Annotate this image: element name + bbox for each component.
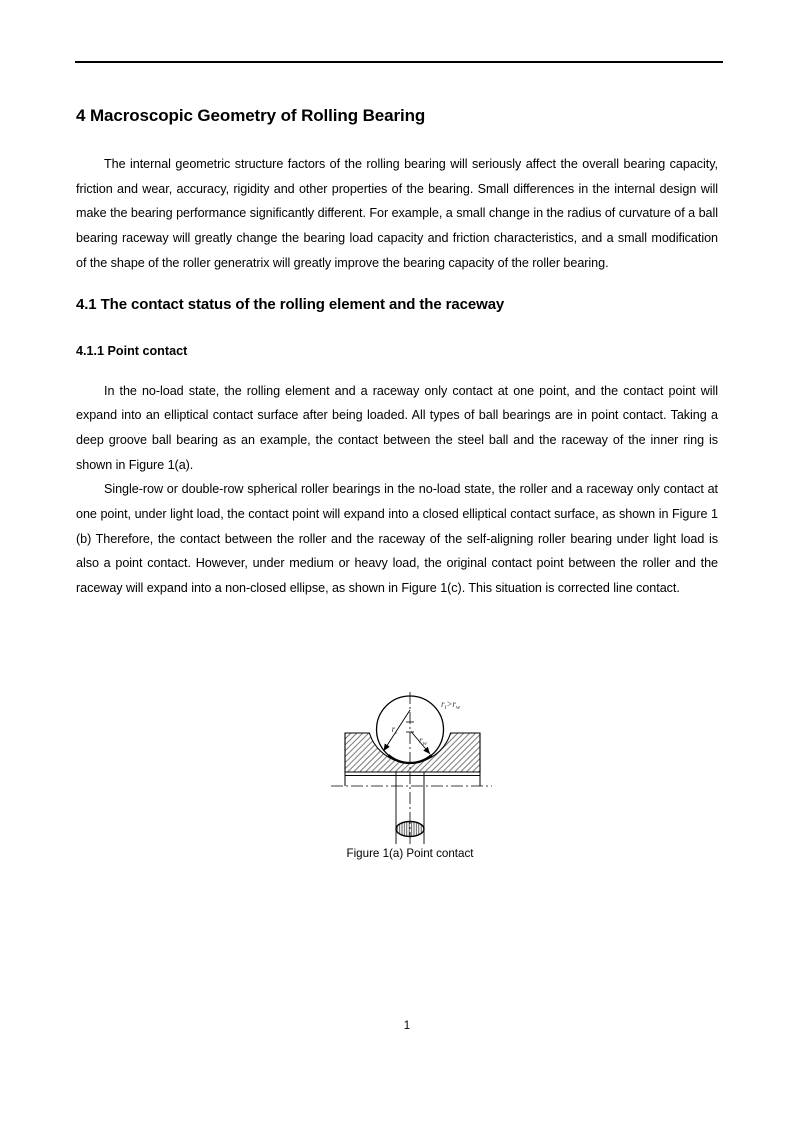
subsection-heading: 4.1.1 Point contact bbox=[76, 343, 188, 358]
radius-relation-label: $r_i>r_w$ bbox=[441, 699, 461, 711]
paragraph-point-contact: In the no-load state, the rolling element and a raceway only contact at one point, and the contact point will expand into an elliptical contact surface after being loaded. All types of ball bearings are in point contact. Taking a deep groove ball bearing as an example, the contact between the steel ball and the raceway of the inner ring is shown in Figure 1(a). bbox=[76, 383, 718, 472]
bearing-contact-figure bbox=[323, 680, 507, 846]
figure-caption: Figure 1(a) Point contact bbox=[346, 847, 474, 860]
contact-ellipse bbox=[396, 822, 424, 837]
page-number: 1 bbox=[403, 1020, 411, 1032]
document-body bbox=[76, 0, 718, 601]
groove-radius-label: $r_i$ bbox=[391, 724, 397, 736]
ball-radius-label: $r_w$ bbox=[419, 735, 427, 747]
paragraph-intro: The internal geometric structure factors of the rolling bearing will seriously affect the overall bearing capacity, friction and wear, accuracy, rigidity and other properties of the bearing. Small differences in the internal design will make the bearing performance significantly different. For example, a small change in the radius of curvature of a ball bearing raceway will greatly change the bearing load capacity and friction characteristics, and a small modification of the shape of the roller generatrix will greatly improve the bearing capacity of the roller bearing. bbox=[76, 157, 718, 270]
section-heading: 4.1 The contact status of the rolling element and the raceway bbox=[76, 295, 505, 313]
paragraph-roller-contact: Single-row or double-row spherical roller bearings in the no-load state, the roller and a raceway only contact at one point, under light load, the contact point will expand into a closed elliptical contact surface, as shown in Figure 1 (b) Therefore, the contact between the roller and the raceway of the self-aligning roller bearing under light load is also a point contact. However, under medium or heavy load, the original contact point between the roller and the raceway will expand into a non-closed ellipse, as shown in Figure 1(c). This situation is corrected line contact. bbox=[76, 482, 718, 596]
chapter-heading: 4 Macroscopic Geometry of Rolling Bearing bbox=[76, 106, 426, 125]
